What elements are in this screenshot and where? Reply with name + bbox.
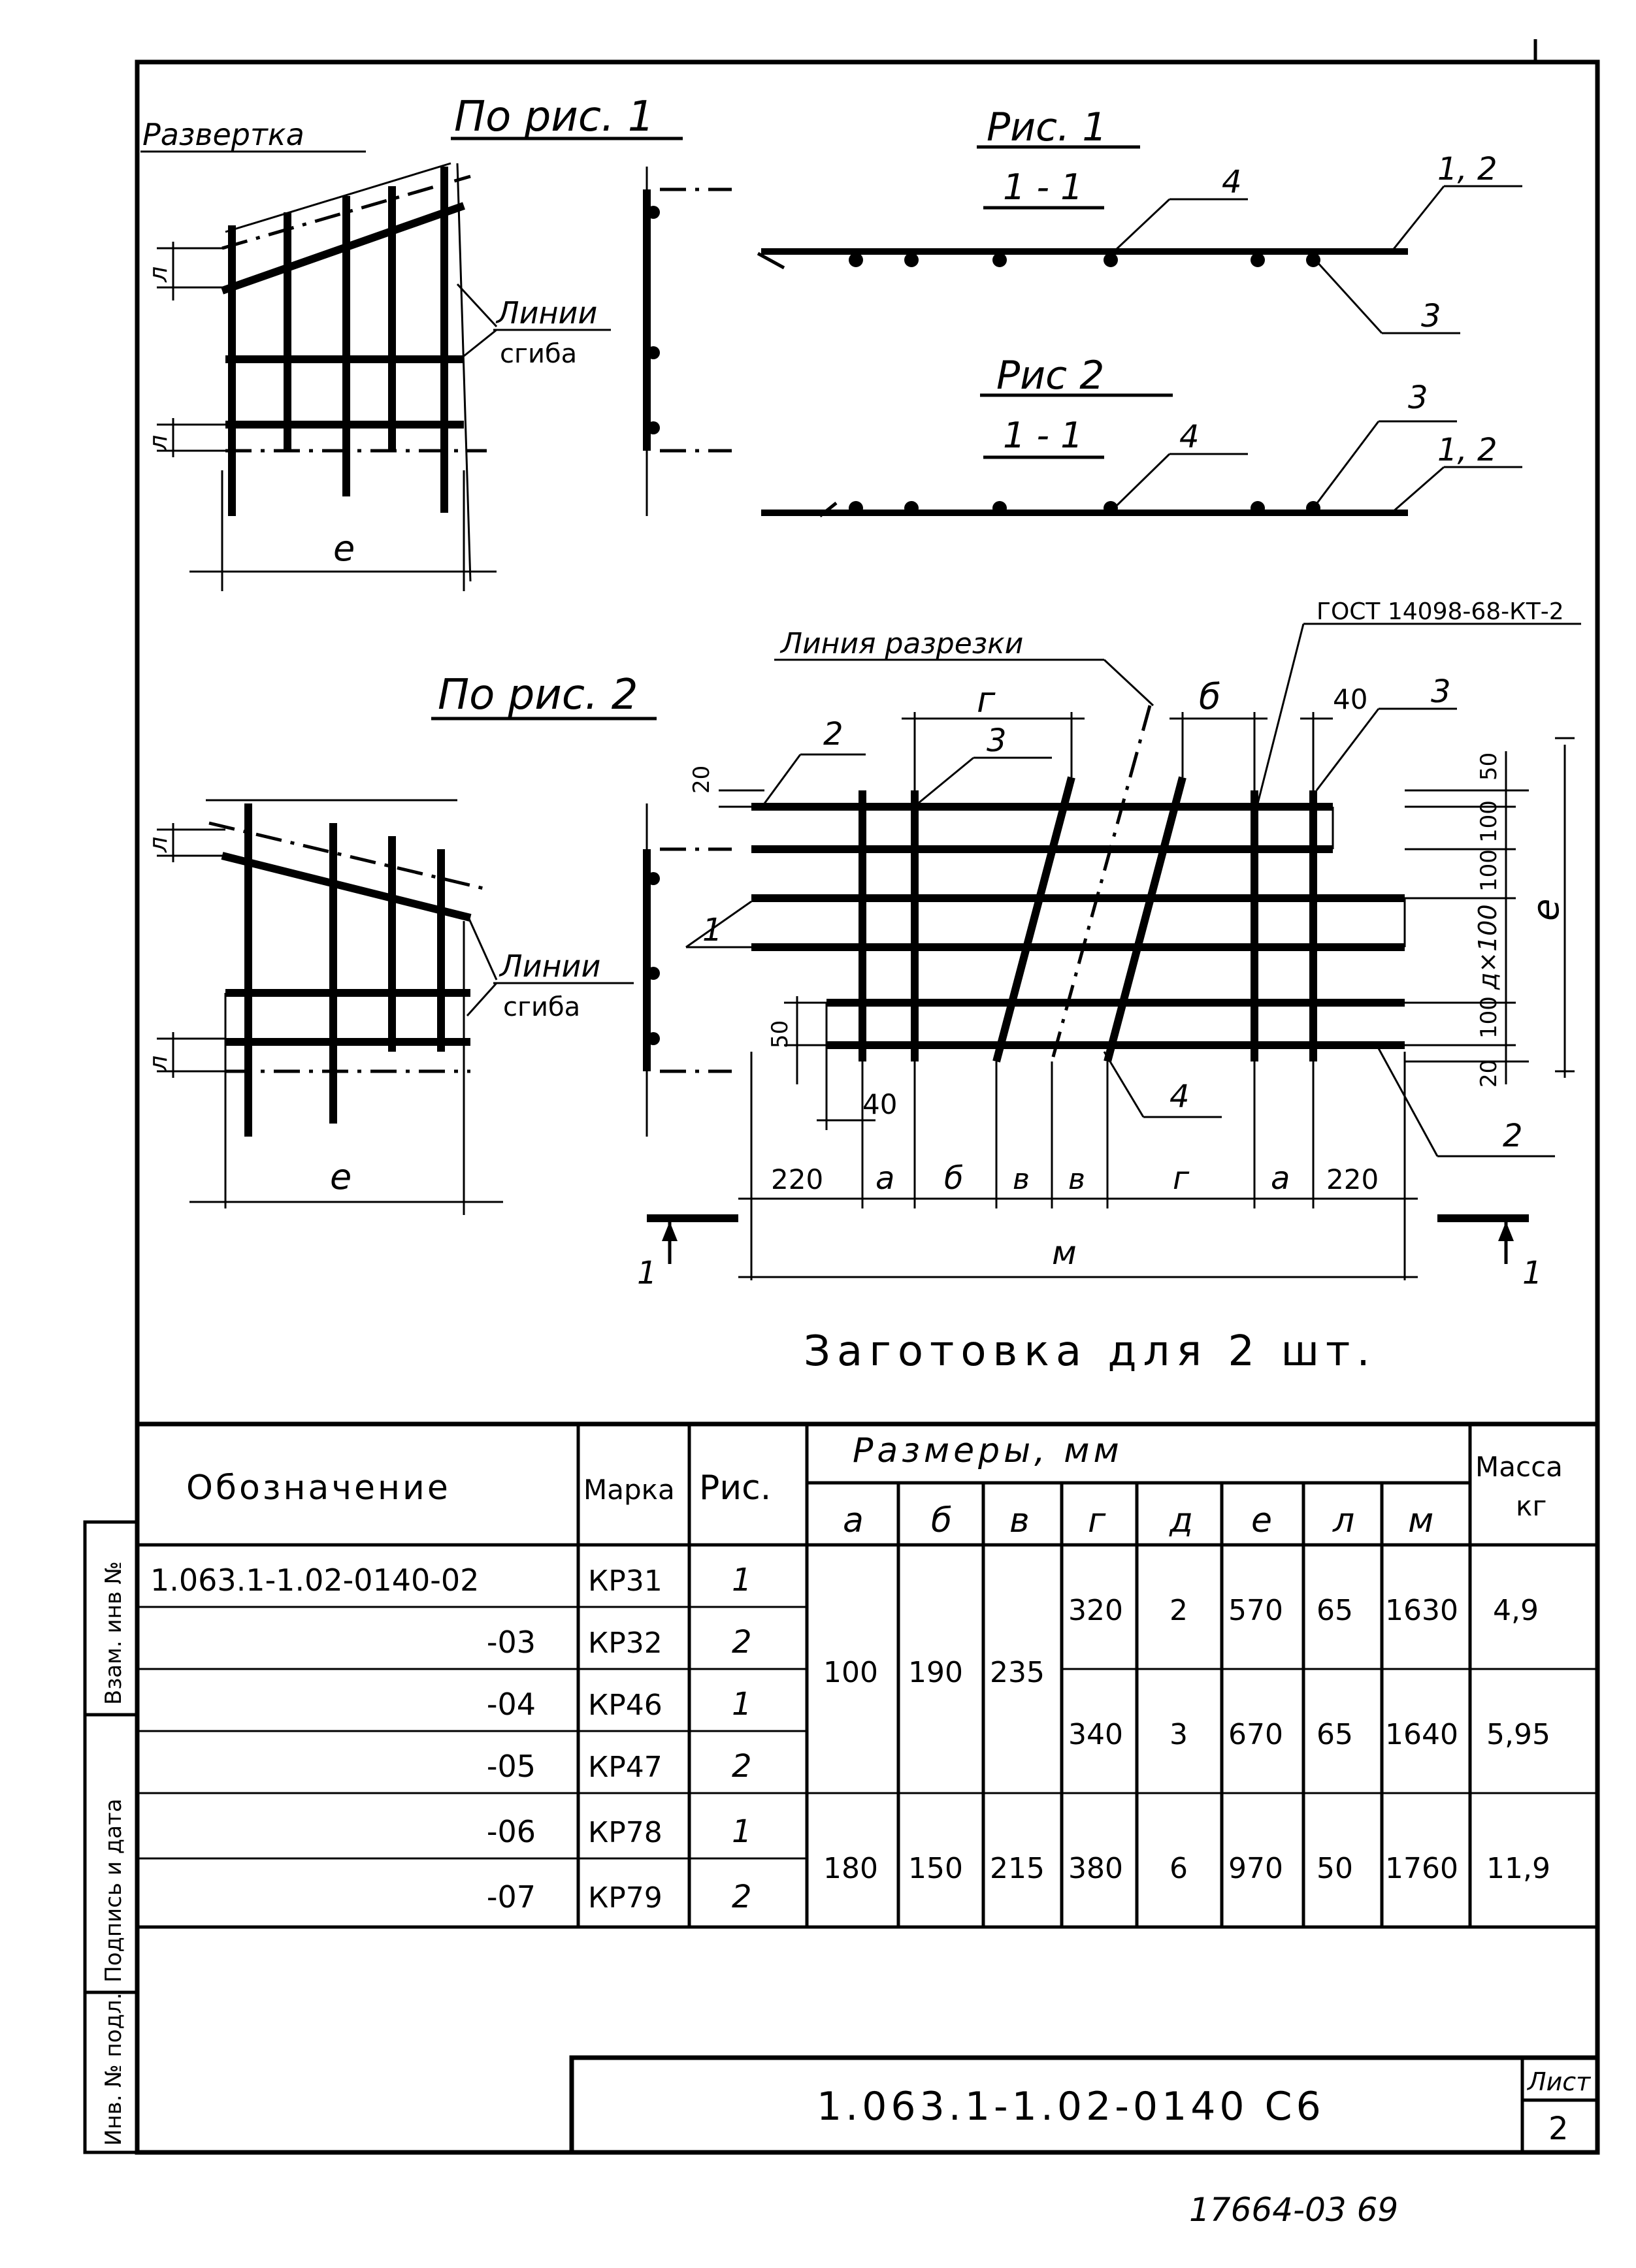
section-ris-2 [761, 353, 1522, 516]
dim-v-1: в [1013, 1163, 1030, 1196]
ris2-pos-4: 4 [1179, 419, 1200, 455]
dim-50-right: 50 [1476, 752, 1502, 781]
dim-b-bottom: б [944, 1160, 964, 1197]
row4-designation: -05 [486, 1749, 536, 1784]
p1-e: 570 [1228, 1594, 1283, 1627]
side-stamp-replacement: Взам. инв № [101, 1561, 127, 1705]
dim-e-1: е [333, 528, 355, 569]
side-stamp-signature: Подпись и дата [101, 1798, 127, 1983]
p3-mass: 11,9 [1486, 1852, 1550, 1885]
archive-number: 17664-03 69 [1189, 2191, 1399, 2229]
dim-l-1: л [144, 266, 172, 282]
th-m: м [1408, 1501, 1434, 1540]
sheet-label: Лист [1528, 2067, 1591, 2096]
ris1-title: Рис. 1 [987, 105, 1107, 150]
p3-d: 6 [1170, 1852, 1188, 1885]
bend-lines-label-2: сгиба [500, 339, 578, 369]
blank-pos-4: 4 [1170, 1078, 1190, 1115]
dim-v-2: в [1068, 1163, 1085, 1196]
th-kg: кг [1516, 1490, 1547, 1522]
section-mark-right: 1 [1522, 1255, 1543, 1291]
row5-mark: КР78 [588, 1816, 663, 1849]
section-ris-1 [758, 105, 1522, 334]
title-block [572, 2058, 1597, 2152]
ris1-pos-4: 4 [1222, 164, 1242, 201]
dim-m: м [1052, 1234, 1077, 1272]
dim-40-bottom: 40 [862, 1088, 898, 1120]
row3-designation: -04 [486, 1687, 536, 1722]
sheet-number: 2 [1548, 2111, 1569, 2147]
th-g: г [1088, 1501, 1106, 1540]
row6-mark: КР79 [588, 1881, 663, 1915]
th-e: е [1251, 1501, 1272, 1540]
specification-table [137, 1424, 1597, 1927]
row5-fig: 1 [732, 1813, 752, 1850]
row4-mark: КР47 [588, 1751, 663, 1784]
row6-fig: 2 [732, 1879, 752, 1915]
g2-b: 150 [908, 1852, 963, 1885]
ris2-section: 1 - 1 [1003, 415, 1083, 456]
bottom-dimension-chain [738, 1052, 1418, 1280]
dim-a-left: а [875, 1160, 895, 1197]
p1-d: 2 [1170, 1594, 1188, 1627]
ris2-pos-12: 1, 2 [1437, 432, 1497, 468]
po-ris1-label: По рис. 1 [454, 93, 655, 141]
ris1-pos-3: 3 [1421, 298, 1441, 334]
row2-designation: -03 [486, 1625, 536, 1660]
g2-v: 215 [990, 1852, 1045, 1885]
row1-mark: КР31 [588, 1564, 663, 1598]
section-mark-left: 1 [637, 1255, 657, 1291]
dim-100-c: 100 [1476, 996, 1502, 1039]
dim-g-top: г [977, 679, 996, 721]
p2-l: 65 [1317, 1718, 1353, 1751]
dim-40-top: 40 [1333, 683, 1368, 715]
th-d: д [1170, 1501, 1193, 1540]
drawing-code: 1.063.1-1.02-0140 С6 [817, 2084, 1325, 2130]
th-a: а [843, 1501, 864, 1540]
th-mass: Масса [1475, 1451, 1563, 1483]
p2-mass: 5,95 [1486, 1718, 1550, 1751]
row1-designation: 1.063.1-1.02-0140-02 [150, 1563, 480, 1598]
th-designation: Обозначение [186, 1468, 451, 1508]
view-po-ris-2 [144, 671, 732, 1215]
bend-lines-label-3: Линии [500, 948, 601, 984]
dim-100-a: 100 [1476, 800, 1502, 843]
dim-l-4: л [144, 1055, 172, 1071]
row4-fig: 2 [732, 1748, 752, 1785]
side-stamp [85, 1522, 137, 2152]
th-l: л [1333, 1501, 1355, 1540]
dim-dx100: д×100 [1473, 904, 1502, 990]
p2-e: 670 [1228, 1718, 1283, 1751]
th-sizes: Размеры, мм [853, 1431, 1123, 1470]
bend-lines-label-4: сгиба [503, 992, 581, 1022]
p1-g: 320 [1068, 1594, 1123, 1627]
ris2-title: Рис 2 [996, 353, 1105, 398]
dim-100-b: 100 [1476, 849, 1502, 892]
dim-20-left: 20 [689, 765, 715, 794]
g1-a: 100 [823, 1656, 878, 1689]
blank-pos-3-left: 3 [987, 722, 1007, 759]
blank-caption: Заготовка для 2 шт. [804, 1327, 1377, 1376]
ris2-pos-3: 3 [1408, 380, 1428, 416]
dim-220-left: 220 [771, 1163, 824, 1195]
blank-pos-3-right: 3 [1431, 673, 1451, 710]
g2-a: 180 [823, 1852, 878, 1885]
g1-b: 190 [908, 1656, 963, 1689]
dim-50-left: 50 [767, 1020, 793, 1048]
ris1-pos-12: 1, 2 [1437, 151, 1497, 187]
p1-l: 65 [1317, 1594, 1353, 1627]
row1-fig: 1 [732, 1562, 752, 1598]
cut-line-label: Линия разрезки [781, 627, 1024, 660]
dim-b-top: б [1199, 676, 1221, 717]
blank-pos-2-top: 2 [823, 716, 843, 753]
th-b: б [931, 1501, 953, 1540]
dim-l-3: л [144, 836, 172, 852]
blank-pos-2-bottom: 2 [1503, 1118, 1523, 1154]
gost-label: ГОСТ 14098-68-КТ-2 [1317, 598, 1564, 625]
p3-e: 970 [1228, 1852, 1283, 1885]
dim-l-2: л [144, 434, 172, 451]
dim-e-right: е [1525, 898, 1567, 921]
p3-g: 380 [1068, 1852, 1123, 1885]
row5-designation: -06 [486, 1814, 536, 1849]
g1-v: 235 [990, 1656, 1045, 1689]
p3-m: 1760 [1385, 1852, 1458, 1885]
dim-e-2: е [330, 1156, 352, 1197]
dim-g-bottom: г [1173, 1160, 1190, 1197]
ris1-section: 1 - 1 [1003, 167, 1083, 208]
dim-220-right: 220 [1326, 1163, 1379, 1195]
th-mark: Марка [583, 1474, 675, 1506]
row2-fig: 2 [732, 1624, 752, 1660]
po-ris2-label: По рис. 2 [438, 671, 638, 719]
th-fig: Рис. [699, 1468, 772, 1508]
blank-plan [637, 598, 1581, 1376]
row2-mark: КР32 [588, 1627, 663, 1660]
blank-pos-1: 1 [702, 912, 723, 948]
view-po-ris-1 [140, 93, 732, 591]
p1-mass: 4,9 [1493, 1594, 1539, 1627]
dim-20-right: 20 [1476, 1059, 1502, 1088]
p1-m: 1630 [1385, 1594, 1458, 1627]
dim-a-right: а [1271, 1160, 1290, 1197]
p2-m: 1640 [1385, 1718, 1458, 1751]
razvertka-label: Развертка [142, 117, 304, 152]
side-stamp-inv: Инв. № подл. [101, 1992, 127, 2146]
p2-d: 3 [1170, 1718, 1188, 1751]
bend-lines-label-1: Линии [497, 295, 598, 331]
row6-designation: -07 [486, 1879, 536, 1915]
p3-l: 50 [1317, 1852, 1353, 1885]
row3-fig: 1 [732, 1686, 752, 1723]
th-v: в [1009, 1501, 1030, 1540]
row3-mark: КР46 [588, 1689, 663, 1722]
p2-g: 340 [1068, 1718, 1123, 1751]
